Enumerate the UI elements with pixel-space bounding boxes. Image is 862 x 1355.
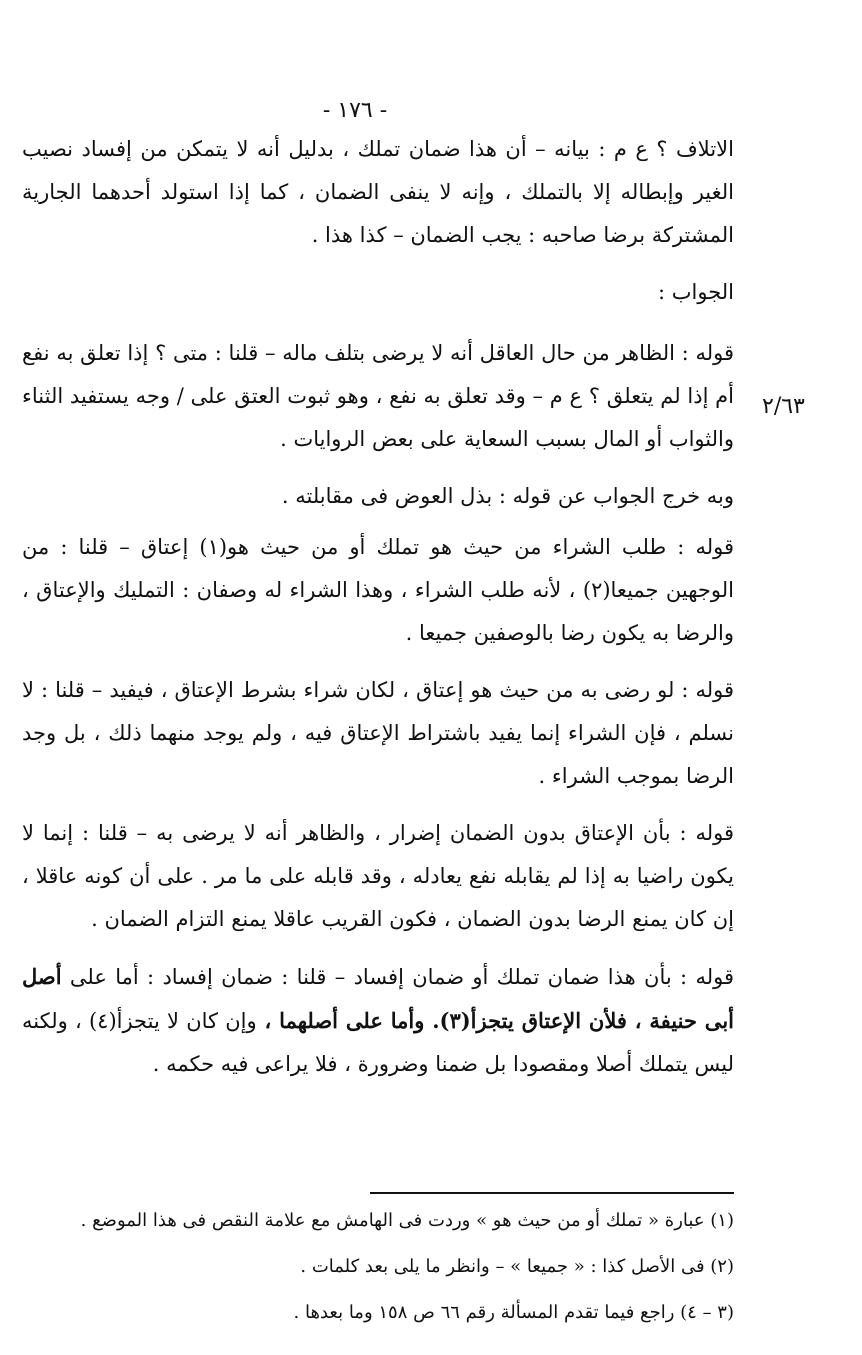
paragraph-3: قوله : الظاهر من حال العاقل أنه لا يرضى بتلف ماله – قلنا : متى ؟ إذا تعلق به نفع أم إذا لم يتعلق ؟ ع م – وقد تعلق به نفع ، وهو ثبوت العتق على / وجه يستفيد الثناء والثواب أو المال بسبب السعاية على بعض الروايات .	[22, 341, 734, 451]
paragraph-8-bold: أصل أبى حنيفة ، فلأن الإعتاق يتجزأ(٣). وأما على أصلهما ،	[22, 964, 734, 1033]
paragraph-8	[22, 955, 734, 1086]
footnotes	[22, 1198, 734, 1336]
margin-reference: ٢/٦٣	[762, 394, 805, 419]
paragraph-1: الاتلاف ؟ ع م : بيانه – أن هذا ضمان تملك ، بدليل أنه لا يتمكن من إفساد نصيب الغير وإبطاله إلا بالتملك ، وإنه لا ينفى الضمان ، كما إذا استولد أحدهما الجارية المشتركة برضا صاحبه : يجب الضمان – كذا هذا .	[22, 137, 734, 247]
paragraph-6: قوله : لو رضى به من حيث هو إعتاق ، لكان شراء بشرط الإعتاق ، فيفيد – قلنا : لا نسلم ، فإن الشراء إنما يفيد باشتراط الإعتاق فيه ، ولم يوجد منهما ذلك ، بل وجد الرضا بموجب الشراء .	[22, 678, 734, 788]
page-number: - ١٧٦ -	[322, 98, 388, 123]
paragraph-8-intro: قوله : بأن هذا ضمان تملك أو ضمان إفساد – قلنا : ضمان إفساد : أما على	[61, 965, 734, 989]
paragraph-8-outro: وإن كان لا يتجزأ(٤) ، ولكنه ليس يتملك أصلا ومقصودا بل ضمنا وضرورة ، فلا يراعى فيه حكمه .	[22, 1009, 734, 1076]
footnote-2: (٢) فى الأصل كذا : « جميعا » – وانظر ما يلى بعد كلمات .	[300, 1256, 734, 1277]
main-text	[22, 128, 734, 1100]
paragraph-7: قوله : بأن الإعتاق بدون الضمان إضرار ، والظاهر أنه لا يرضى به – قلنا : إنما لا يكون راضيا به إذا لم يقابله نفع يعادله ، وقد قابله على ما مر . على أن كونه عاقلا ، إن كان يمنع الرضا بدون الضمان ، فكون القريب عاقلا يمنع التزام الضمان .	[22, 821, 734, 931]
footnote-1: (١) عبارة « تملك أو من حيث هو » وردت فى الهامش مع علامة النقص فى هذا الموضع .	[80, 1210, 734, 1231]
footnote-3: (٣ – ٤) راجع فيما تقدم المسألة رقم ٦٦ ص ١٥٨ وما بعدها .	[293, 1302, 734, 1323]
paragraph-4: وبه خرج الجواب عن قوله : بذل العوض فى مقابلته .	[281, 484, 734, 508]
footnote-separator	[370, 1192, 734, 1194]
section-heading-answer: الجواب :	[658, 280, 734, 304]
paragraph-5: قوله : طلب الشراء من حيث هو تملك أو من حيث هو(١) إعتاق – قلنا : من الوجهين جميعا(٢) ، لأنه طلب الشراء ، وهذا الشراء له وصفان : التمليك والإعتاق ، والرضا به يكون رضا بالوصفين جميعا .	[22, 535, 735, 645]
